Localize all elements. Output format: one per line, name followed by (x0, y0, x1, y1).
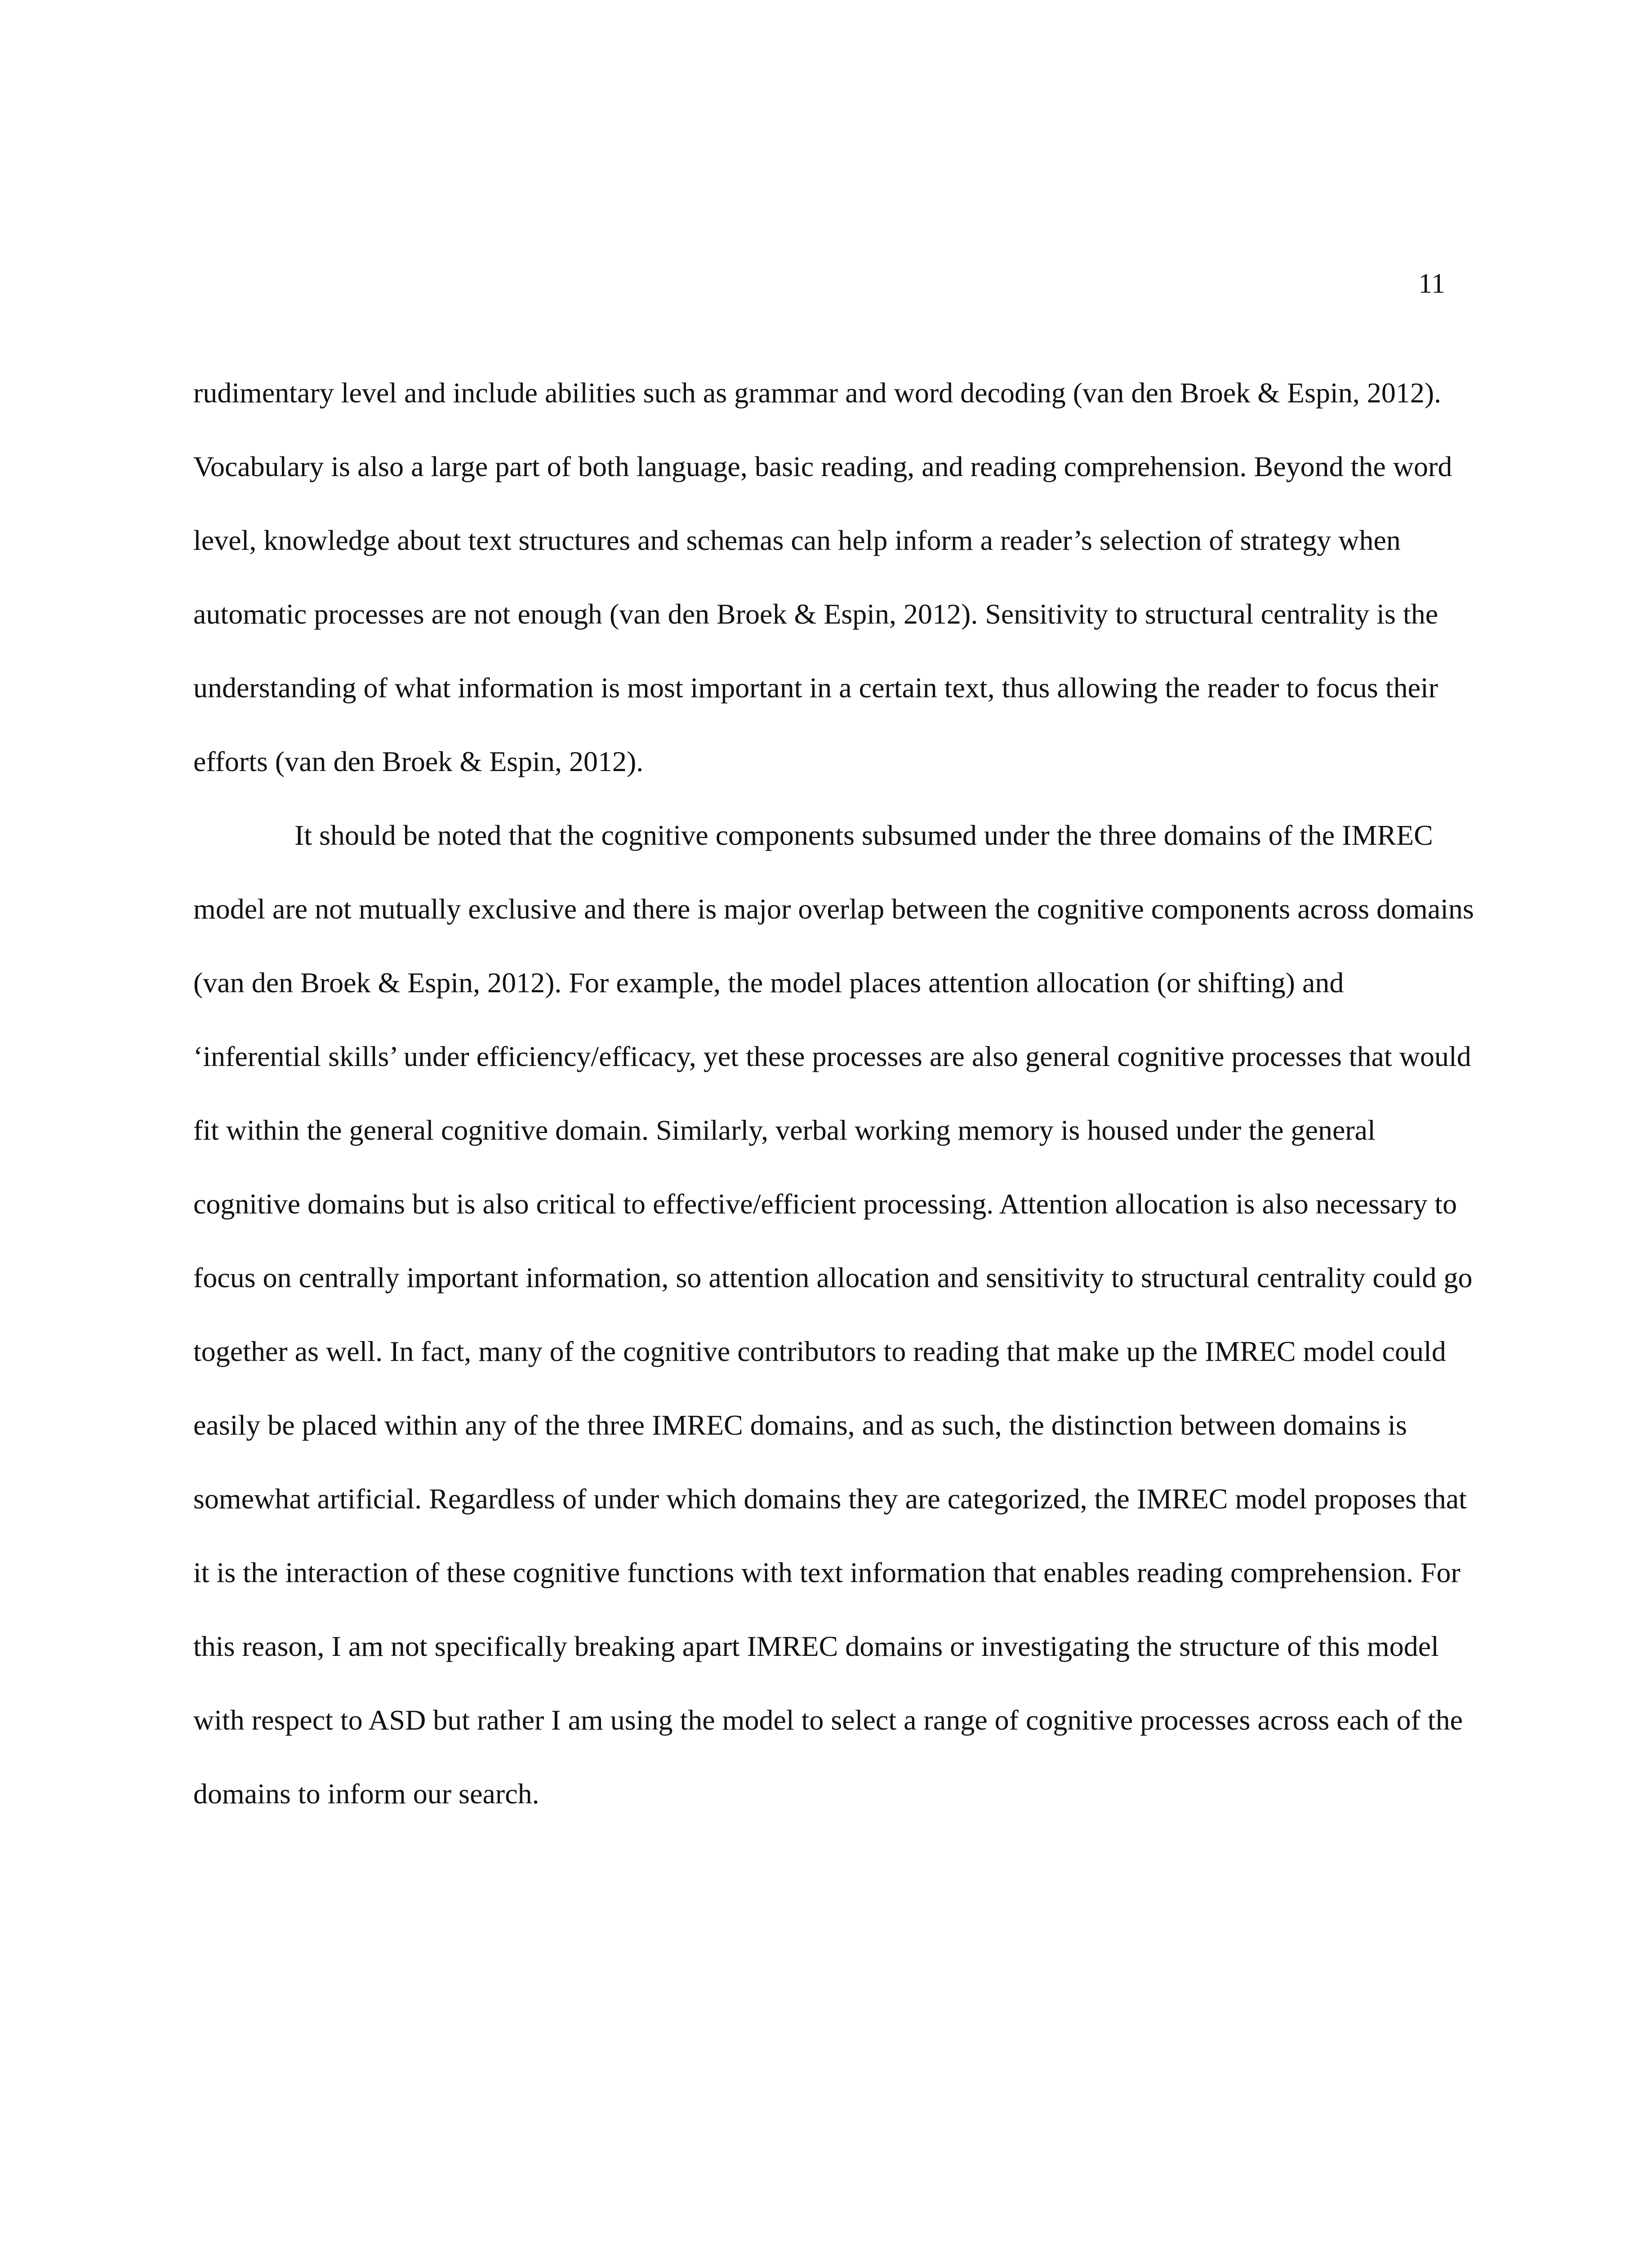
paragraph-2: It should be noted that the cognitive components subsumed under the three domains of the IMREC model are not mutually exclusive and there is major overlap between the cognitive components across domains (van den Broek & Espin, 2012). For example, the model places attention allocation (or shifting) and ‘inferential skills’ under efficiency/efficacy, yet these processes are also general cognitive processes that would fit within the general cognitive domain. Similarly, verbal working memory is housed under the general cognitive domains but is also critical to effective/efficient processing. Attention allocation is also necessary to focus on centrally important information, so attention allocation and sensitivity to structural centrality could go together as well. In fact, many of the cognitive contributors to reading that make up the IMREC model could easily be placed within any of the three IMREC domains, and as such, the distinction between domains is somewhat artificial. Regardless of under which domains they are categorized, the IMREC model proposes that it is the interaction of these cognitive functions with text information that enables reading comprehension. For this reason, I am not specifically breaking apart IMREC domains or investigating the structure of this model with respect to ASD but rather I am using the model to select a range of cognitive processes across each of the domains to inform our search. (193, 819, 1474, 1810)
page-number: 11 (1418, 268, 1445, 299)
paragraph-1: rudimentary level and include abilities such as grammar and word decoding (van den Broek & Espin, 2012). Vocabulary is also a large part of both language, basic reading, and reading comprehension. Beyond the word level, knowledge about text structures and schemas can help inform a reader’s selection of strategy when automatic processes are not enough (van den Broek & Espin, 2012). Sensitivity to structural centrality is the understanding of what information is most important in a certain text, thus allowing the reader to focus their efforts (van den Broek & Espin, 2012). (193, 377, 1452, 777)
document-body (193, 356, 1474, 1831)
